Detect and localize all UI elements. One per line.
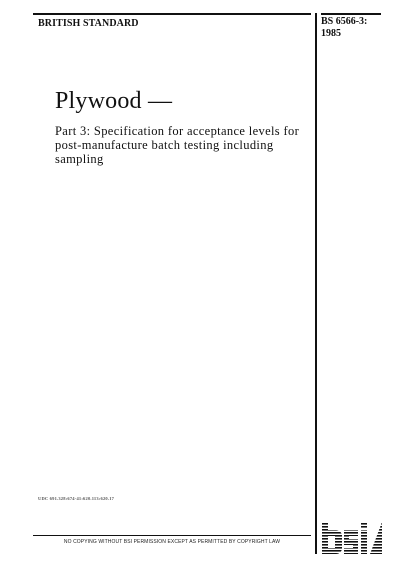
- right-top-rule: [321, 13, 381, 15]
- standard-number-block: [321, 16, 387, 40]
- document-subtitle: Part 3: Specification for acceptance levels for post-manufacture batch testing including sampling: [55, 124, 300, 166]
- standard-type-label: BRITISH STANDARD: [38, 18, 139, 29]
- udc-code: UDC 691.328:674-41:620.113:620.17: [38, 496, 115, 501]
- bsi-logo-icon: [320, 520, 384, 555]
- standard-year: 1985: [321, 28, 341, 39]
- vertical-divider: [315, 13, 317, 554]
- bottom-rule: [33, 535, 311, 536]
- document-title: Plywood —: [55, 88, 173, 114]
- top-rule: [33, 13, 311, 15]
- copyright-notice: NO COPYING WITHOUT BSI PERMISSION EXCEPT AS PERMITTED BY COPYRIGHT LAW: [63, 539, 281, 545]
- standard-number: BS 6566-3:: [321, 16, 368, 27]
